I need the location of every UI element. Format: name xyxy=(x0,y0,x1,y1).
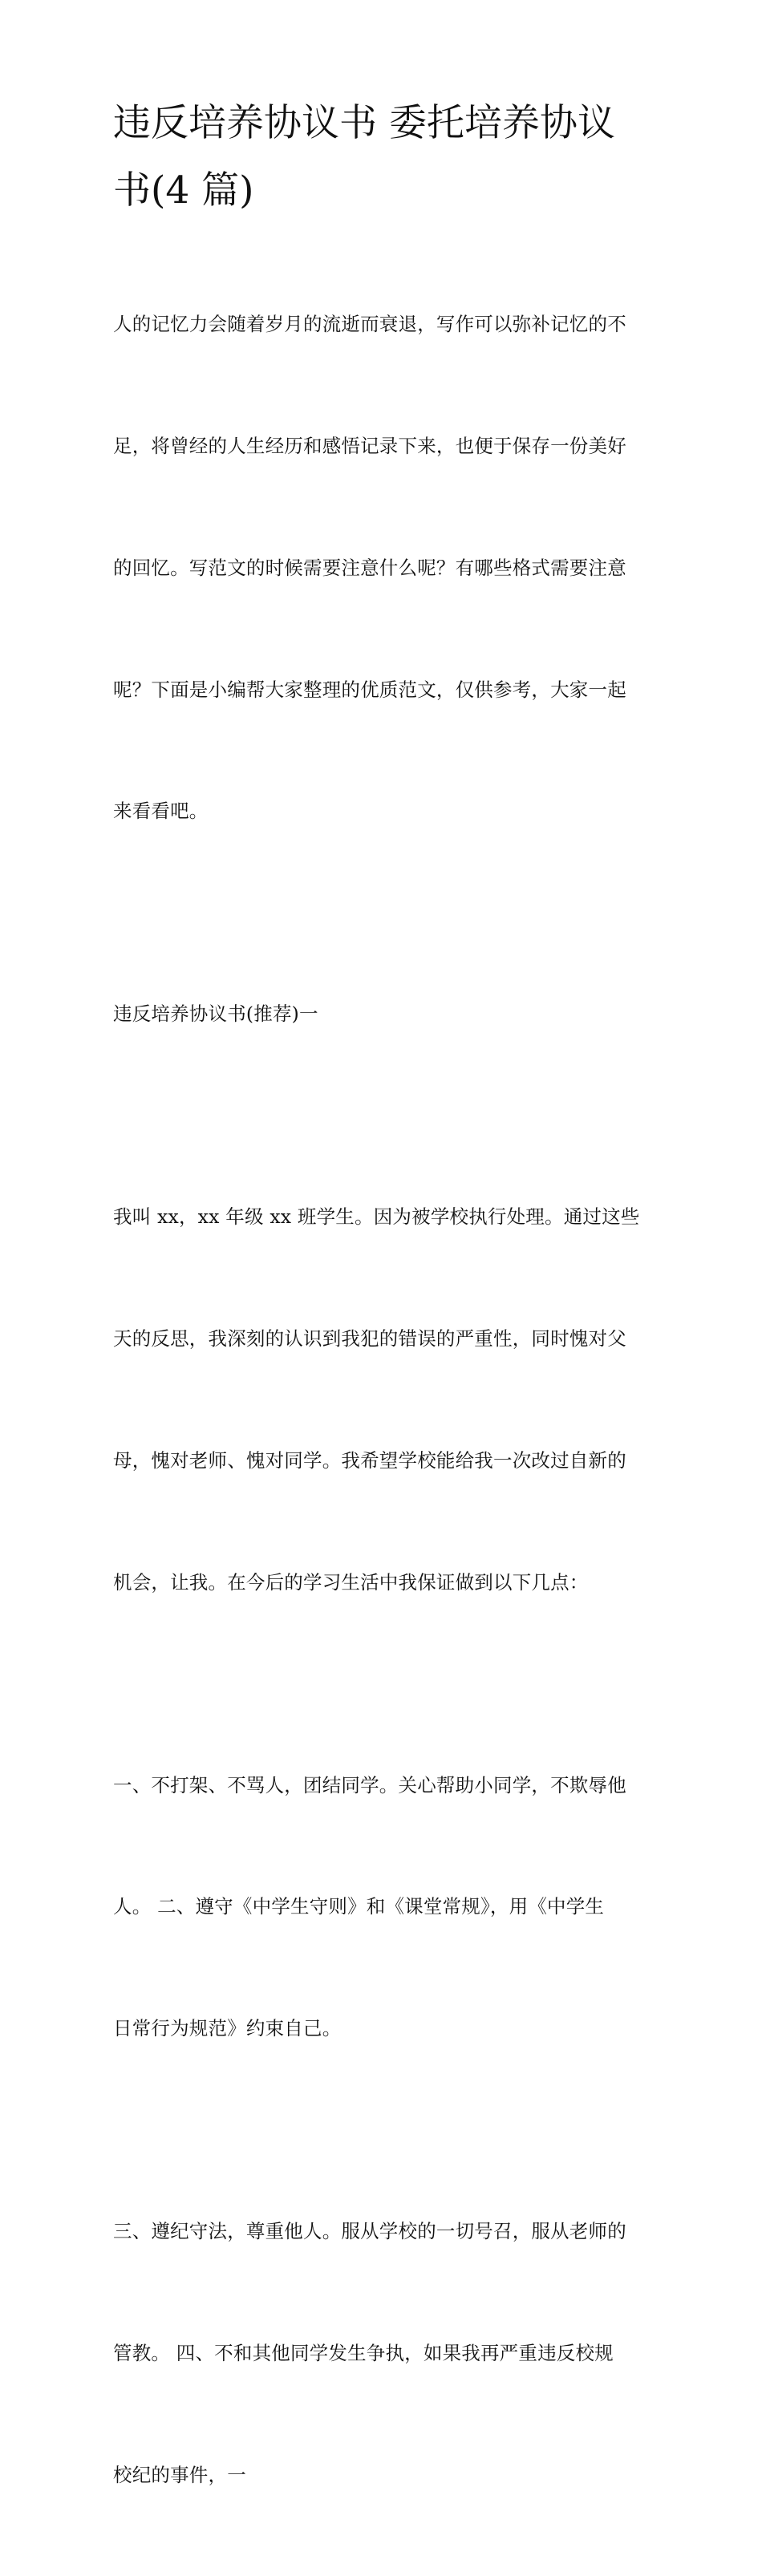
intro-line: 足，将曾经的人生经历和感悟记录下来，也便于保存一份美好 xyxy=(113,434,626,457)
paragraph-line: 日常行为规范》约束自己。 xyxy=(113,2017,342,2040)
paragraph-2 xyxy=(113,1683,655,2130)
intro-line: 的回忆。写范文的时候需要注意什么呢？有哪些格式需要注意 xyxy=(113,556,626,579)
paragraph-line: 一、不打架、不骂人，团结同学。关心帮助小同学，不欺辱他 xyxy=(113,1773,626,1796)
paragraph-line: 管教。 四、不和其他同学发生争执，如果我再严重违反校规 xyxy=(113,2341,614,2364)
paragraph-line: 母，愧对老师、愧对同学。我希望学校能给我一次改过自新的 xyxy=(113,1448,626,1472)
paragraph-3 xyxy=(113,2130,655,2576)
paragraph-1 xyxy=(113,1116,655,1683)
document-title xyxy=(113,90,659,225)
paragraph-line: 三、遵纪守法，尊重他人。服从学校的一切号召，服从老师的 xyxy=(113,2220,626,2243)
paragraph-line: 校纪的事件，一 xyxy=(113,2463,246,2486)
intro-line: 呢？下面是小编帮大家整理的优质范文，仅供参考，大家一起 xyxy=(113,678,626,701)
document-body xyxy=(113,223,655,2576)
paragraph-line: 人。 二、遵守《中学生守则》和《课堂常规》，用《中学生 xyxy=(113,1895,605,1918)
paragraph-line: 机会，让我。在今后的学习生活中我保证做到以下几点： xyxy=(113,1570,589,1594)
section-heading xyxy=(113,913,655,1116)
intro-line: 来看看吧。 xyxy=(113,800,209,823)
title-line-2: 书(4 篇) xyxy=(113,168,254,213)
intro-paragraph xyxy=(113,223,655,913)
section-heading-text: 违反培养协议书(推荐)一 xyxy=(113,1002,318,1026)
intro-line: 人的记忆力会随着岁月的流逝而衰退，写作可以弥补记忆的不 xyxy=(113,313,626,336)
paragraph-line: 天的反思，我深刻的认识到我犯的错误的严重性，同时愧对父 xyxy=(113,1327,626,1351)
title-line-1: 违反培养协议书 委托培养协议 xyxy=(113,101,615,145)
paragraph-line: 我叫 xx，xx 年级 xx 班学生。因为被学校执行处理。通过这些 xyxy=(113,1205,640,1229)
